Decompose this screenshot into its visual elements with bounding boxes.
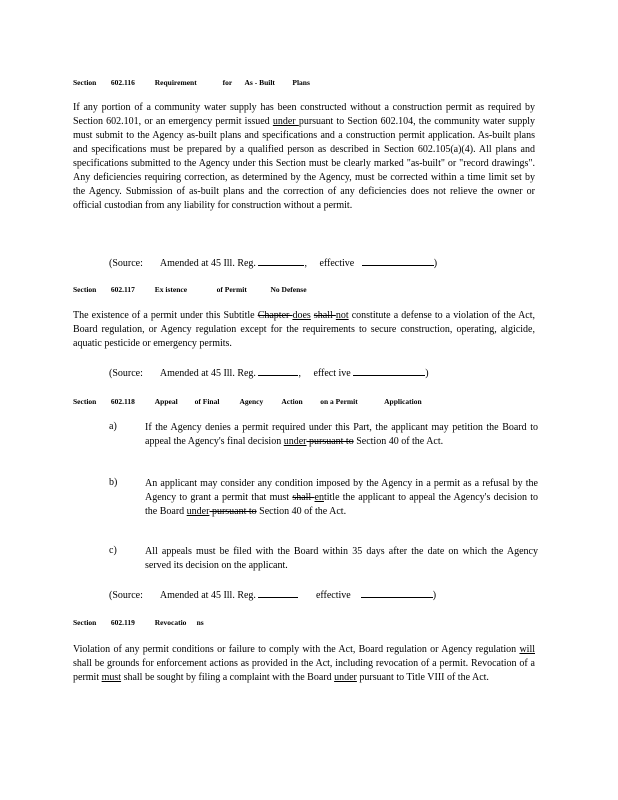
- text-run: Section 40 of the Act.: [353, 436, 444, 447]
- effective-date-blank: [362, 256, 434, 266]
- deleted-text: pursuant to: [306, 436, 354, 447]
- paragraph-602-116: [73, 101, 535, 213]
- section-number: 602.119: [110, 618, 135, 627]
- close-paren: ): [432, 590, 437, 601]
- reg-blank: [258, 256, 304, 266]
- deleted-text: shall: [292, 492, 315, 503]
- source-label: (Source:: [109, 258, 143, 269]
- inserted-text: must: [101, 672, 122, 683]
- text-run: If the Agency denies a permit required under this Part, the applicant may petition the Board to appeal the Agency's final decision: [145, 422, 538, 447]
- inserted-text: will: [519, 644, 535, 655]
- text-run: Section 40 of the Act.: [256, 506, 347, 517]
- section-word: Section: [73, 397, 97, 406]
- text-run: shall be grounds for enforcement actions as provided in the Act, including revocation of a permit. Revocation of a permit: [73, 658, 535, 683]
- amended-text: Amended at 45 Ill. Reg.: [159, 368, 256, 379]
- effective-label: effect ive: [313, 368, 351, 379]
- item-text-b: [145, 477, 538, 519]
- inserted-text: en: [314, 492, 324, 503]
- source-note-602-116: (Source: Amended at 45 Ill. Reg. , effective ): [109, 258, 438, 269]
- heading-word: Ex istence: [154, 285, 188, 294]
- item-text-c: [145, 545, 538, 573]
- heading-word: Agency: [239, 397, 264, 406]
- heading-word: Revocatio: [154, 618, 187, 627]
- heading-word: for: [222, 78, 233, 87]
- source-note-602-118: [109, 588, 436, 601]
- source-note-602-117: (Source: Amended at 45 Ill. Reg. , effect ive ): [109, 368, 429, 379]
- deleted-text: pursuant to: [209, 506, 257, 517]
- section-word: Section: [73, 285, 97, 294]
- section-heading-602-117: [73, 285, 307, 294]
- section-heading-602-119: [73, 618, 204, 627]
- heading-word: on a Permit: [320, 397, 358, 406]
- paragraph-602-119: [73, 643, 535, 685]
- reg-blank: [258, 588, 298, 598]
- amended-text: Amended at 45 Ill. Reg.: [159, 258, 256, 269]
- item-text-a: [145, 421, 538, 449]
- heading-word: Action: [281, 397, 303, 406]
- section-number: 602.116: [110, 78, 135, 87]
- heading-word: Application: [384, 397, 422, 406]
- text-run: If any portion of a community water supply has been constructed without a construction permit as required by Section 602.101, or an emergency permit issued: [73, 102, 535, 127]
- item-label-a: a): [109, 421, 117, 432]
- amended-text: Amended at 45 Ill. Reg.: [159, 590, 256, 601]
- text-run: shall be sought by filing a complaint with the Board: [121, 672, 335, 683]
- effective-label: effective: [315, 590, 351, 601]
- deleted-text: Chapter: [257, 310, 293, 321]
- source-label: (Source:: [109, 368, 143, 379]
- inserted-text: under: [186, 506, 210, 517]
- inserted-text: under: [334, 672, 357, 683]
- paragraph-602-117: [73, 309, 535, 351]
- section-heading-602-116: [73, 78, 310, 87]
- heading-word: Requirement: [154, 78, 197, 87]
- text-run: All appeals must be filed with the Board within 35 days after the date on which the Agency served its decision on the applicant.: [145, 546, 538, 571]
- section-heading-602-118: [73, 397, 422, 406]
- section-number: 602.117: [110, 285, 135, 294]
- heading-word: ns: [196, 618, 204, 627]
- text-run: title the applicant to appeal the Agency's decision to the Board: [145, 492, 538, 517]
- close-paren: ): [425, 368, 429, 379]
- section-word: Section: [73, 618, 97, 627]
- inserted-text: does: [292, 310, 311, 321]
- heading-word: Plans: [292, 78, 310, 87]
- heading-word: of Permit: [216, 285, 247, 294]
- effective-date-blank: [353, 366, 425, 376]
- reg-blank: [258, 366, 298, 376]
- inserted-text: under: [272, 116, 299, 127]
- heading-word: No Defense: [270, 285, 307, 294]
- deleted-text: shall: [313, 310, 336, 321]
- heading-word: As - Built: [244, 78, 275, 87]
- heading-word: of Final: [194, 397, 220, 406]
- text-run: pursuant to Section 602.104, the community water supply must submit to the Agency as-built plans and specifications and a construction permit application. As-built plans and specifications must be prepared by a qualified person as described in Section 602.105(a)(4). All plans and specifications submitted to the Agency under this Section must be clearly marked "as-built" or "record drawings". Any deficiencies requiring correction, as determined by the Agency, must be corrected within a time limit set by the Agency. Submission of as-built plans and the correction of any deficiencies does not relieve the owner or official custodian from any liability for construction without a permit.: [73, 116, 535, 211]
- section-number: 602.118: [110, 397, 135, 406]
- section-word: Section: [73, 78, 97, 87]
- text-run: An applicant may consider any condition imposed by the Agency in a permit as a refusal by the Agency to grant a permit that must: [145, 478, 538, 503]
- effective-date-blank: [361, 588, 433, 598]
- text-run: Violation of any permit conditions or failure to comply with the Act, Board regulation or Agency regulation: [73, 644, 520, 655]
- text-run: The existence of a permit under this Subtitle: [73, 310, 258, 321]
- effective-label: effective: [319, 258, 355, 269]
- close-paren: ): [433, 258, 438, 269]
- text-run: pursuant to Title VIII of the Act.: [356, 672, 489, 683]
- inserted-text: not: [335, 310, 349, 321]
- heading-word: Appeal: [154, 397, 178, 406]
- text-run: constitute a defense to a violation of the Act, Board regulation, or Agency regulation except for the requirements to secure construction, operating, algicide, aquatic pesticide or emergency permits.: [73, 310, 536, 349]
- item-label-b: b): [109, 477, 118, 488]
- inserted-text: under: [283, 436, 307, 447]
- item-label-c: c): [109, 545, 117, 556]
- source-label: (Source:: [109, 590, 143, 601]
